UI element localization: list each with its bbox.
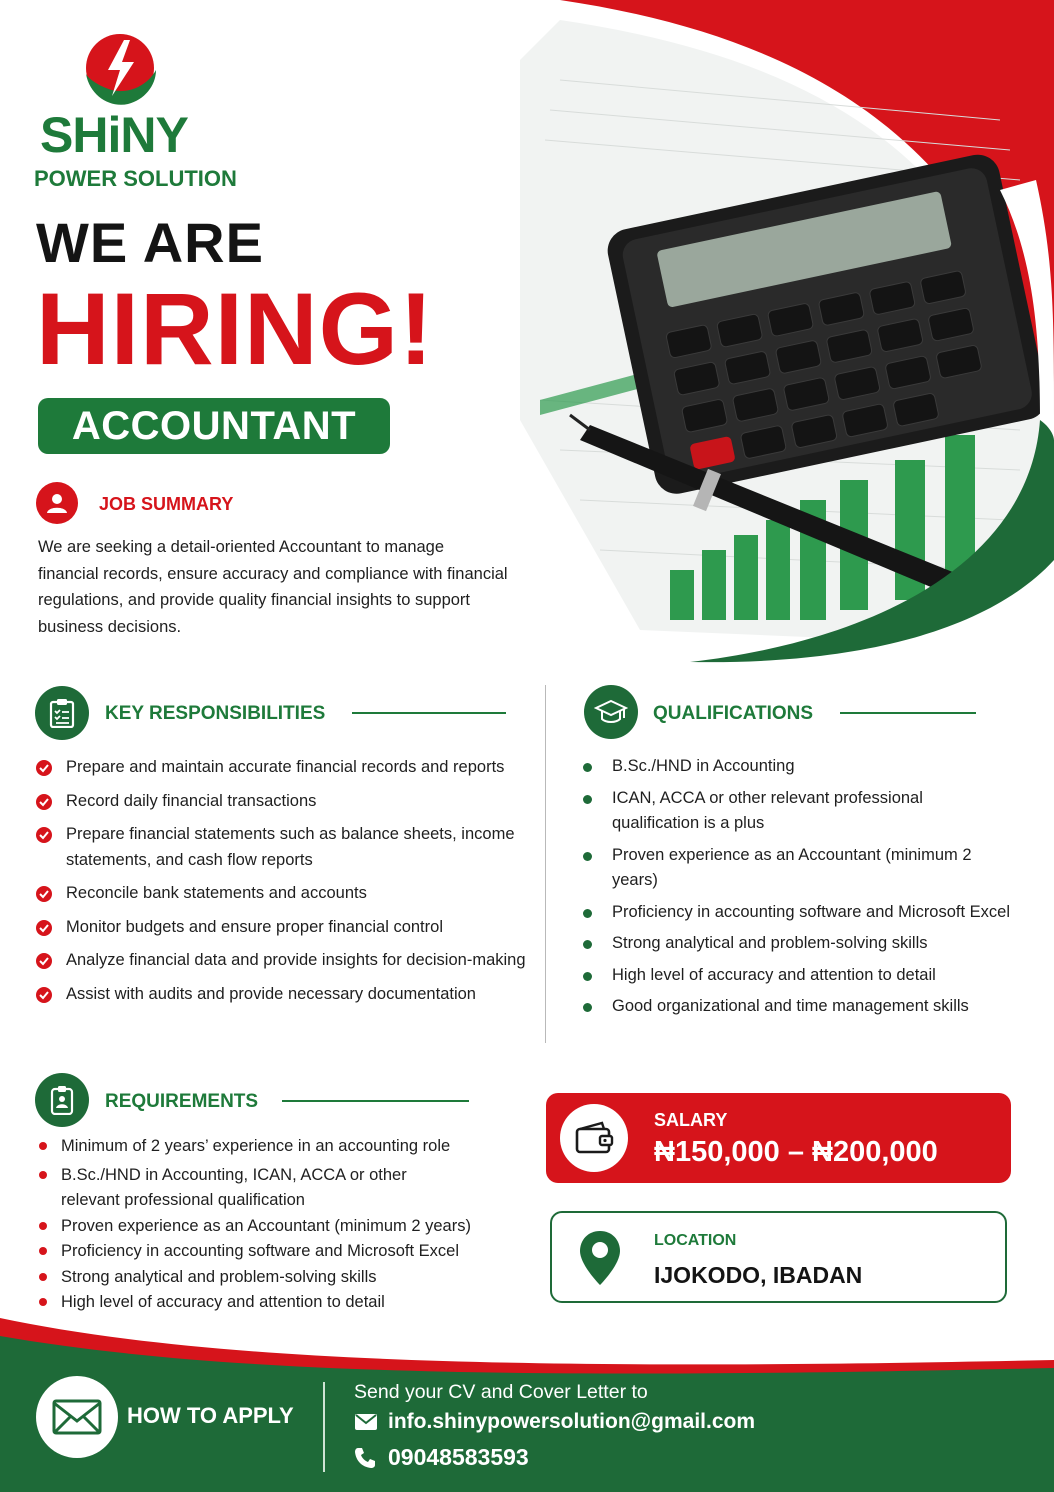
bullet [39, 1247, 47, 1255]
power-bolt-logo-icon [80, 30, 160, 108]
role-badge: ACCOUNTANT [38, 398, 390, 454]
list-item: Prepare and maintain accurate financial records and reports [66, 755, 536, 781]
bullet [583, 852, 592, 861]
list-item: Assist with audits and provide necessary documentation [66, 982, 536, 1008]
list-item: Proven experience as an Accountant (minimum 2 years) [61, 1214, 526, 1240]
list-item: B.Sc./HND in Accounting [612, 754, 1012, 780]
list-item: High level of accuracy and attention to detail [61, 1290, 526, 1316]
list-item: B.Sc./HND in Accounting, ICAN, ACCA or other relevant professional qualification [61, 1163, 461, 1214]
list-item: Prepare financial statements such as balance sheets, income statements, and cash flow reports [66, 822, 536, 873]
check-icon [36, 794, 52, 810]
badge-clipboard-icon [35, 1073, 89, 1127]
clipboard-checklist-icon [35, 686, 89, 740]
list-item: Monitor budgets and ensure proper financial control [66, 915, 536, 941]
apply-instruction: Send your CV and Cover Letter to [354, 1381, 648, 1403]
qualifications-rule [840, 712, 976, 714]
bullet [583, 763, 592, 772]
responsibilities-list [66, 755, 536, 1007]
headline-we-are: WE ARE [36, 211, 264, 274]
check-icon [36, 760, 52, 776]
column-divider [545, 685, 546, 1043]
user-icon [36, 482, 78, 524]
wallet-icon [560, 1104, 628, 1172]
job-summary-title: JOB SUMMARY [99, 494, 234, 514]
list-item: Good organizational and time management skills [612, 994, 1012, 1020]
list-item: Record daily financial transactions [66, 789, 536, 815]
location-card [550, 1211, 1007, 1303]
list-item: Proficiency in accounting software and Microsoft Excel [612, 900, 1012, 926]
bullet [583, 940, 592, 949]
requirements-rule [282, 1100, 469, 1102]
graduation-cap-icon [584, 685, 638, 739]
job-summary-text: We are seeking a detail-oriented Accountant to manage financial records, ensure accuracy and compliance with financial regulations, and provide quality financial insights to support business decisions. [38, 538, 508, 636]
requirements-title: REQUIREMENTS [105, 1091, 259, 1112]
bullet [583, 1003, 592, 1012]
envelope-icon [36, 1376, 118, 1458]
email-row [354, 1410, 755, 1434]
responsibilities-title: KEY RESPONSIBILITIES [105, 703, 326, 724]
location-label: LOCATION [654, 1232, 737, 1249]
bullet [583, 795, 592, 804]
phone-icon [354, 1447, 376, 1469]
list-item: Strong analytical and problem-solving skills [612, 931, 1012, 957]
list-item: Strong analytical and problem-solving skills [61, 1265, 526, 1291]
check-icon [36, 886, 52, 902]
bullet [39, 1171, 47, 1179]
list-item: Analyze financial data and provide insights for decision-making [66, 948, 536, 974]
map-pin-icon [578, 1229, 622, 1287]
qualifications-title: QUALIFICATIONS [653, 703, 814, 724]
list-item: Reconcile bank statements and accounts [66, 881, 536, 907]
apply-email[interactable]: info.shinypowersolution@gmail.com [388, 1410, 755, 1433]
phone-row [354, 1444, 529, 1471]
bullet [39, 1273, 47, 1281]
list-item: Minimum of 2 years’ experience in an accounting role [61, 1134, 526, 1160]
check-icon [36, 920, 52, 936]
bullet [39, 1222, 47, 1230]
brand-name: SHiNY [40, 107, 188, 163]
how-to-apply-title: HOW TO APPLY [127, 1403, 294, 1428]
apply-phone[interactable]: 09048583593 [388, 1444, 529, 1470]
salary-card [546, 1093, 1011, 1183]
qualifications-list [612, 754, 1012, 1020]
list-item: High level of accuracy and attention to detail [612, 963, 1012, 989]
check-icon [36, 827, 52, 843]
check-icon [36, 953, 52, 969]
list-item: Proficiency in accounting software and Microsoft Excel [61, 1239, 526, 1265]
check-icon [36, 987, 52, 1003]
salary-label: SALARY [654, 1110, 728, 1130]
location-value: IJOKODO, IBADAN [654, 1262, 863, 1288]
list-item: Proven experience as an Accountant (minimum 2 years) [612, 843, 1012, 894]
bullet [39, 1142, 47, 1150]
mail-icon [354, 1413, 378, 1431]
brand-tagline: POWER SOLUTION [34, 166, 237, 191]
bullet [583, 972, 592, 981]
responsibilities-rule [352, 712, 506, 714]
salary-value: ₦150,000 – ₦200,000 [654, 1136, 938, 1168]
headline-hiring: HIRING! [36, 272, 434, 386]
requirements-list [61, 1134, 526, 1316]
bullet [583, 909, 592, 918]
footer-divider [323, 1382, 325, 1472]
list-item: ICAN, ACCA or other relevant professional qualification is a plus [612, 786, 1012, 837]
